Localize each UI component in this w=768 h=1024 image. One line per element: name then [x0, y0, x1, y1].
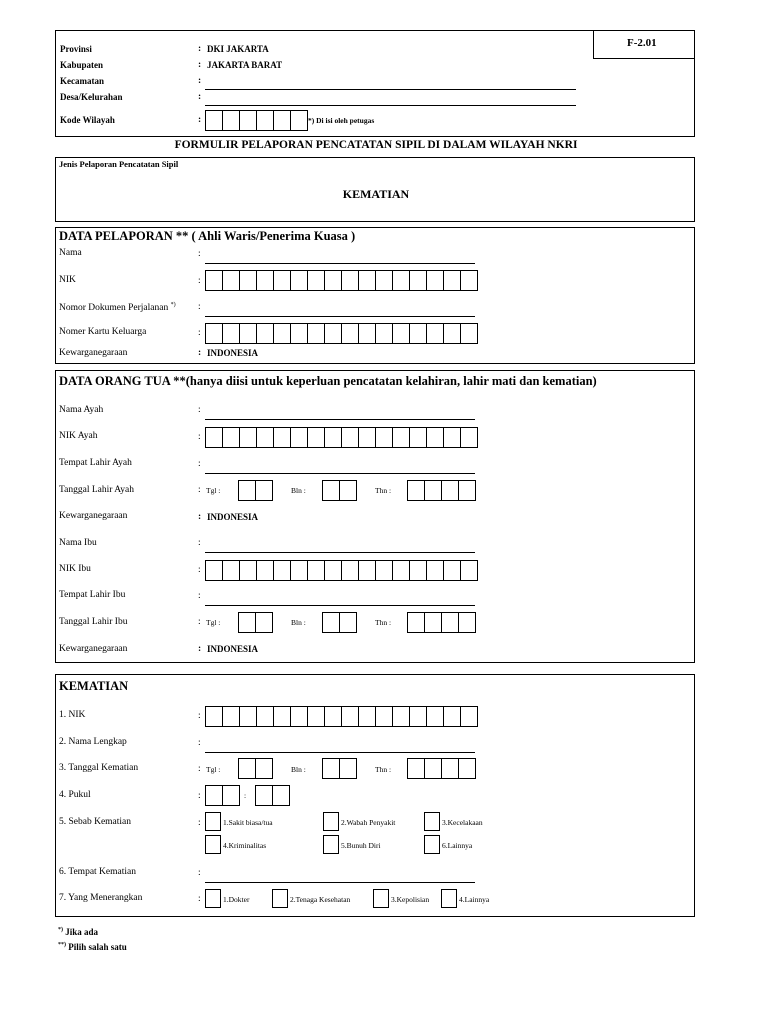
colon: :: [198, 485, 201, 495]
tempat-kematian-label: 6. Tempat Kematian: [59, 867, 136, 877]
dokumen-sup: *): [170, 302, 176, 308]
nama-ibu-field[interactable]: [205, 552, 475, 553]
orangtua-title: DATA ORANG TUA **(hanya diisi untuk keperluan pencatatan kelahiran, lahir mati dan kematian): [59, 374, 597, 388]
nama-ayah-label: Nama Ayah: [59, 405, 104, 415]
bln-ayah-boxes[interactable]: [322, 480, 357, 501]
pelapor-dokumen-label: [59, 302, 176, 313]
kecamatan-field[interactable]: [205, 89, 576, 90]
kode-wilayah-boxes[interactable]: [205, 110, 308, 131]
pukul-menit-boxes[interactable]: [255, 785, 290, 806]
tgl-label: Tgl :: [206, 486, 221, 495]
footnote-1-text: Jika ada: [65, 927, 99, 937]
nik-ayah-boxes[interactable]: [205, 427, 478, 448]
colon: :: [198, 405, 201, 415]
footnote-1: [58, 927, 98, 937]
kabupaten-value: JAKARTA BARAT: [207, 60, 283, 70]
bln-label: Bln :: [291, 618, 306, 627]
footnote-2-sup: **): [58, 942, 66, 948]
bln-kematian-boxes[interactable]: [322, 758, 357, 779]
thn-label: Thn :: [375, 486, 392, 495]
pukul-colon: :: [244, 791, 247, 800]
footnote-1-sup: *): [58, 927, 63, 933]
sebab-3-checkbox[interactable]: [424, 812, 440, 831]
pelapor-nik-label: NIK: [59, 275, 76, 285]
colon: :: [198, 348, 202, 358]
tanggal-ibu-label: Tanggal Lahir Ibu: [59, 617, 128, 627]
colon: :: [198, 249, 201, 259]
colon: :: [198, 76, 202, 86]
kode-label: Kode Wilayah: [60, 115, 115, 125]
sebab-5-label: 5.Bunuh Diri: [341, 841, 381, 850]
sebab-5-checkbox[interactable]: [323, 835, 339, 854]
colon: :: [198, 711, 201, 721]
nik-ibu-boxes[interactable]: [205, 560, 478, 581]
thn-ibu-boxes[interactable]: [407, 612, 476, 633]
pelapor-kk-boxes[interactable]: [205, 323, 478, 344]
kode-note: *) Di isi oleh petugas: [308, 116, 375, 125]
warga-ibu-label: Kewarganegaraan: [59, 644, 128, 654]
pelapor-title: DATA PELAPORAN ** ( Ahli Waris/Penerima Kuasa ): [59, 229, 356, 243]
thn-label: Thn :: [375, 618, 392, 627]
footnote-2: [58, 942, 127, 952]
nama-ayah-field[interactable]: [205, 419, 475, 420]
colon: :: [198, 302, 201, 312]
pelapor-nama-field[interactable]: [205, 263, 475, 264]
tgl-label: Tgl :: [206, 765, 221, 774]
pelapor-dokumen-text: Nomor Dokumen Perjalanan: [59, 303, 169, 314]
warga-ayah-label: Kewarganegaraan: [59, 511, 128, 521]
warga-ayah-value: INDONESIA: [207, 512, 259, 522]
desa-label: Desa/Kelurahan: [60, 92, 123, 102]
menerangkan-1-checkbox[interactable]: [205, 889, 221, 908]
menerangkan-label: 7. Yang Menerangkan: [59, 893, 143, 903]
nik-ibu-label: NIK Ibu: [59, 564, 91, 574]
tgl-ayah-boxes[interactable]: [238, 480, 273, 501]
colon: :: [198, 512, 202, 522]
bln-label: Bln :: [291, 765, 306, 774]
colon: :: [198, 432, 201, 442]
kecamatan-label: Kecamatan: [60, 76, 104, 86]
form-title: FORMULIR PELAPORAN PENCATATAN SIPIL DI DALAM WILAYAH NKRI: [174, 139, 578, 151]
sebab-2-label: 2.Wabah Penyakit: [341, 818, 396, 827]
sebab-label: 5. Sebab Kematian: [59, 817, 132, 827]
kematian-nama-field[interactable]: [205, 752, 475, 753]
kematian-tanggal-label: 3. Tanggal Kematian: [59, 763, 139, 773]
colon: :: [198, 764, 201, 774]
sebab-2-checkbox[interactable]: [323, 812, 339, 831]
pukul-jam-boxes[interactable]: [205, 785, 240, 806]
tgl-ibu-boxes[interactable]: [238, 612, 273, 633]
jenis-value: KEMATIAN: [342, 187, 410, 201]
colon: :: [198, 894, 201, 904]
menerangkan-2-checkbox[interactable]: [272, 889, 288, 908]
kabupaten-label: Kabupaten: [60, 60, 104, 70]
thn-ayah-boxes[interactable]: [407, 480, 476, 501]
menerangkan-3-label: 3.Kepolisian: [391, 895, 430, 904]
nik-ayah-label: NIK Ayah: [59, 431, 98, 441]
colon: :: [198, 92, 202, 102]
colon: :: [198, 644, 202, 654]
colon: :: [198, 328, 201, 338]
desa-field[interactable]: [205, 105, 576, 106]
tempat-ibu-label: Tempat Lahir Ibu: [59, 590, 126, 600]
colon: :: [198, 617, 201, 627]
tempat-ayah-field[interactable]: [205, 473, 475, 474]
colon: :: [198, 818, 201, 828]
bln-ibu-boxes[interactable]: [322, 612, 357, 633]
kematian-nik-boxes[interactable]: [205, 706, 478, 727]
tempat-ayah-label: Tempat Lahir Ayah: [59, 458, 132, 468]
pelapor-nama-label: Nama: [59, 248, 82, 258]
colon: :: [198, 738, 201, 748]
kematian-pukul-label: 4. Pukul: [59, 790, 91, 800]
menerangkan-4-label: 4.Lainnya: [459, 895, 490, 904]
bln-label: Bln :: [291, 486, 306, 495]
kematian-title: KEMATIAN: [59, 679, 129, 693]
sebab-6-checkbox[interactable]: [424, 835, 440, 854]
kematian-nama-label: 2. Nama Lengkap: [59, 737, 127, 747]
provinsi-value: DKI JAKARTA: [207, 44, 269, 54]
menerangkan-3-checkbox[interactable]: [373, 889, 389, 908]
sebab-4-label: 4.Kriminalitas: [223, 841, 267, 850]
menerangkan-2-label: 2.Tenaga Kesehatan: [290, 895, 351, 904]
provinsi-label: Provinsi: [60, 44, 92, 54]
colon: :: [198, 538, 201, 548]
colon: :: [198, 44, 202, 54]
colon: :: [198, 115, 202, 125]
pelapor-kk-label: Nomer Kartu Keluarga: [59, 327, 147, 337]
form-code: F-2.01: [627, 37, 657, 49]
menerangkan-1-label: 1.Dokter: [223, 895, 250, 904]
tanggal-ayah-label: Tanggal Lahir Ayah: [59, 485, 134, 495]
colon: :: [198, 60, 202, 70]
footnote-2-text: Pilih salah satu: [68, 942, 127, 952]
pelapor-warga-value: INDONESIA: [207, 348, 259, 358]
colon: :: [198, 591, 201, 601]
jenis-label: Jenis Pelaporan Pencatatan Sipil: [59, 159, 179, 169]
colon: :: [198, 459, 201, 469]
thn-kematian-boxes[interactable]: [407, 758, 476, 779]
colon: :: [198, 791, 201, 801]
sebab-4-checkbox[interactable]: [205, 835, 221, 854]
colon: :: [198, 565, 201, 575]
sebab-1-label: 1.Sakit biasa/tua: [223, 818, 273, 827]
pelapor-nik-boxes[interactable]: [205, 270, 478, 291]
thn-label: Thn :: [375, 765, 392, 774]
colon: :: [198, 276, 201, 286]
nama-ibu-label: Nama Ibu: [59, 538, 97, 548]
sebab-1-checkbox[interactable]: [205, 812, 221, 831]
pelapor-dokumen-field[interactable]: [205, 316, 475, 317]
tgl-kematian-boxes[interactable]: [238, 758, 273, 779]
sebab-3-label: 3.Kecelakaan: [442, 818, 483, 827]
menerangkan-4-checkbox[interactable]: [441, 889, 457, 908]
tgl-label: Tgl :: [206, 618, 221, 627]
warga-ibu-value: INDONESIA: [207, 644, 259, 654]
pelapor-warga-label: Kewarganegaraan: [59, 348, 128, 358]
sebab-6-label: 6.Lainnya: [442, 841, 473, 850]
kematian-nik-label: 1. NIK: [59, 710, 86, 720]
tempat-ibu-field[interactable]: [205, 605, 475, 606]
tempat-kematian-field[interactable]: [205, 882, 475, 883]
colon: :: [198, 868, 201, 878]
